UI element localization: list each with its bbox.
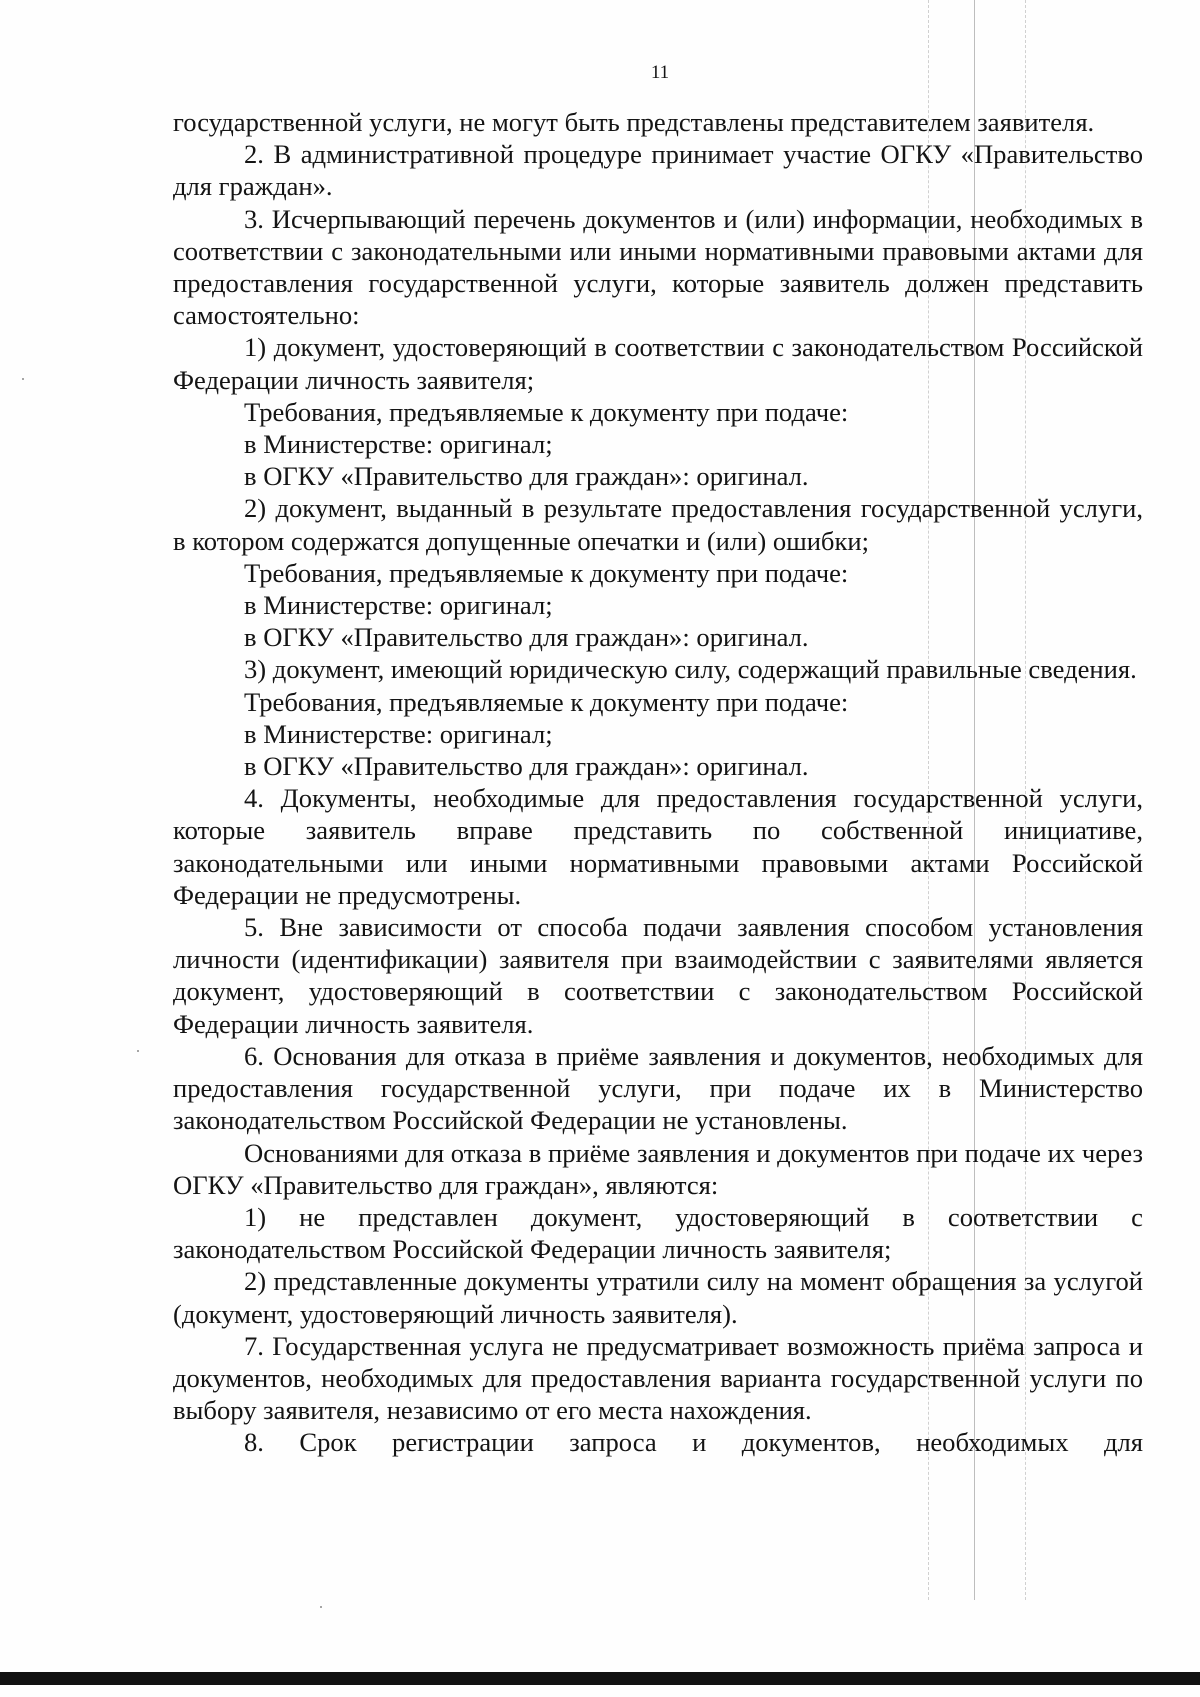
paragraph: 8. Срок регистрации запроса и документов, необходимых для [244,1427,1143,1458]
scan-speck [320,1606,322,1608]
paragraph: в ОГКУ «Правительство для граждан»: оригинал. [244,751,809,782]
paragraph: 2. В административной процедуре принимает участие ОГКУ «Правительство для граждан». [173,139,1143,202]
paragraph: 1) не представлен документ, удостоверяющий в соответствии с законодательством Российской Федерации личность заявителя; [173,1201,1143,1265]
paragraph: в Министерстве: оригинал; [244,718,553,749]
scan-speck [22,378,24,380]
paragraph: Основаниями для отказа в приёме заявления и документов при подаче их через ОГКУ «Правительство для граждан», являются: [173,1137,1143,1200]
paragraph: Требования, предъявляемые к документу при подаче: [244,396,849,427]
paragraph: 2) представленные документы утратили силу на момент обращения за услугой (документ, удостоверяющий личность заявителя). [173,1266,1143,1329]
paragraph: Требования, предъявляемые к документу при подаче: [244,686,849,717]
paragraph: 6. Основания для отказа в приёме заявления и документов, необходимых для предоставления государственной услуги, при подаче их в Министерство законодательством Российской Федерации не установлены. [173,1040,1143,1136]
document-body [173,106,1143,1459]
paragraph: 4. Документы, необходимые для предоставления государственной услуги, которые заявитель вправе представить по собственной инициативе, законодательными или иными нормативными правовыми актами Российской Федерации не предусмотрены. [173,783,1143,910]
paragraph: Требования, предъявляемые к документу при подаче: [244,557,849,588]
paragraph: 3. Исчерпывающий перечень документов и (или) информации, необходимых в соответствии с законодательными или иными нормативными правовыми актами для предоставления государственной услуги, которые заявитель должен представить самостоятельно: [173,203,1143,331]
scan-speck [137,1050,139,1052]
paragraph: 5. Вне зависимости от способа подачи заявления способом установления личности (идентификации) заявителя при взаимодействии с заявителями является документ, удостоверяющий в соответствии с законодательством Российской Федерации личность заявителя. [173,912,1143,1039]
scan-bottom-edge [0,1672,1200,1685]
paragraph: 7. Государственная услуга не предусматривает возможность приёма запроса и документов, необходимых для предоставления варианта государственной услуги по выбору заявителя, независимо от его места нахождения. [173,1330,1143,1426]
paragraph: государственной услуги, не могут быть представлены представителем заявителя. [173,107,1095,137]
paragraph: в Министерстве: оригинал; [244,590,553,621]
paragraph: в ОГКУ «Правительство для граждан»: оригинал. [244,461,809,492]
paragraph: 1) документ, удостоверяющий в соответствии с законодательством Российской Федерации личность заявителя; [173,332,1143,395]
paragraph: 3) документ, имеющий юридическую силу, содержащий правильные сведения. [244,654,1137,685]
paragraph: 2) документ, выданный в результате предоставления государственной услуги, в котором содержатся допущенные опечатки и (или) ошибки; [173,493,1143,556]
paragraph: в Министерстве: оригинал; [244,429,553,460]
paragraph: в ОГКУ «Правительство для граждан»: оригинал. [244,622,809,653]
page-number: 11 [650,62,670,83]
